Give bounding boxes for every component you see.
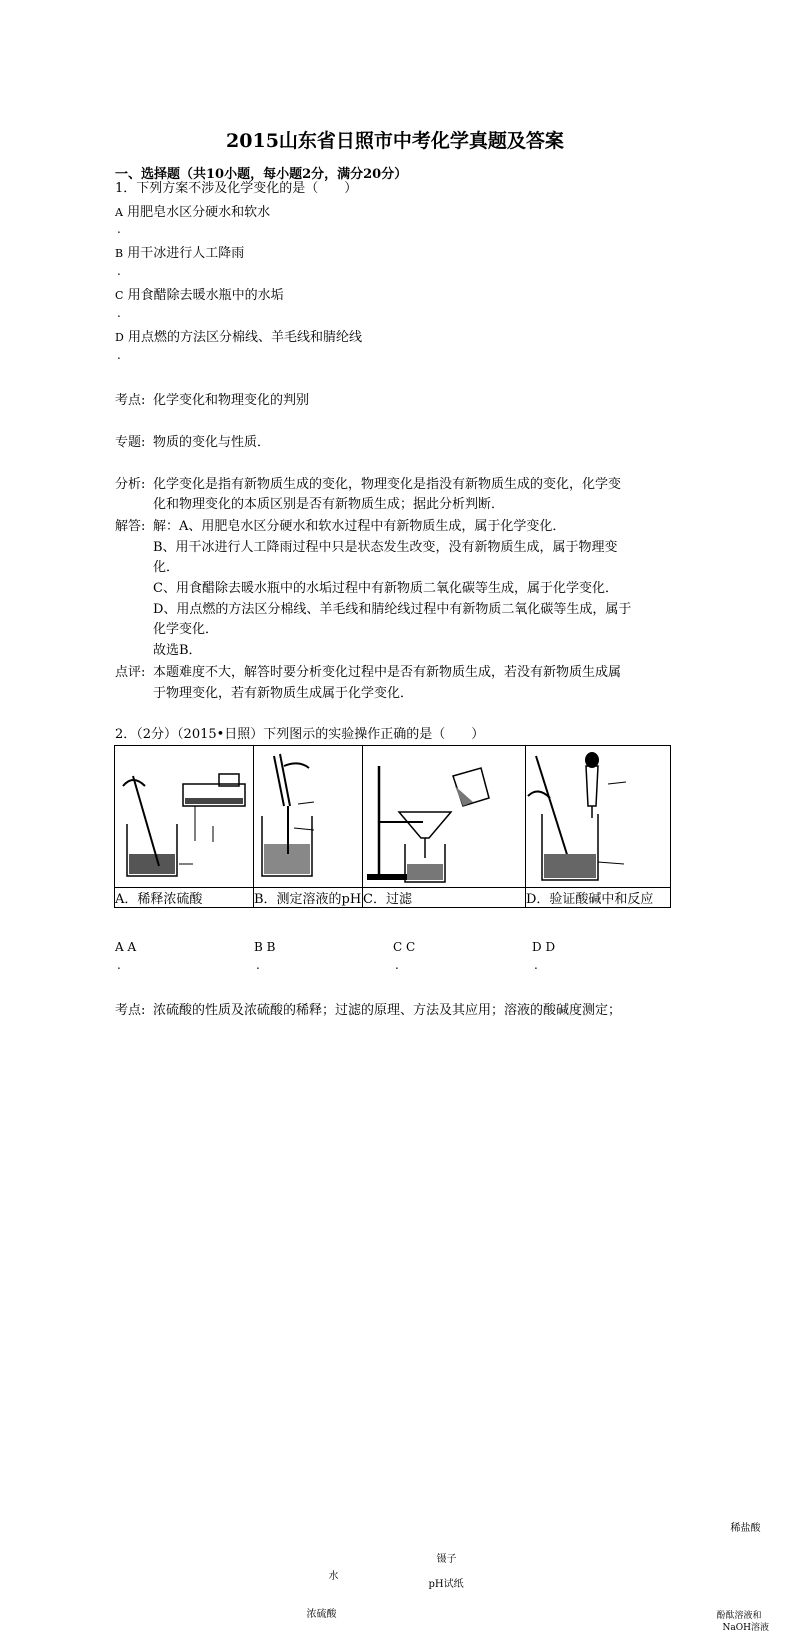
section-heading: 一、选择题（共10小题，每小题2分，满分20分）: [115, 167, 408, 182]
option-text: 用食醋除去暖水瓶中的水垢: [127, 288, 284, 303]
dot: .: [395, 958, 399, 972]
fig-d-hcl-label: 稀盐酸: [730, 1522, 761, 1534]
q2-option-c: [393, 940, 415, 954]
fig-c-caption: C．过滤: [363, 888, 526, 908]
fig-a-dilute-acid-illustration: [115, 746, 253, 887]
dot: .: [117, 222, 121, 236]
q1-zhuanti: 物质的变化与性质．: [153, 435, 271, 450]
q1-stem: 1．下列方案不涉及化学变化的是（ ）: [115, 181, 358, 196]
q1-jieda-line3: 化．: [153, 560, 180, 575]
fig-a-water-label: 水: [328, 1570, 339, 1582]
fig-b-ph-illustration: [254, 746, 362, 887]
q1-jieda-label: 解答:: [115, 519, 146, 534]
dot: .: [117, 306, 121, 320]
dot: .: [117, 958, 121, 972]
fig-c-cell: [363, 746, 526, 888]
q2-option-d: [532, 940, 555, 954]
q1-jieda-line1: 解：A、用肥皂水区分硬水和软水过程中有新物质生成，属于化学变化．: [153, 519, 566, 534]
option-letter-repeat: C: [406, 940, 416, 954]
q1-option-d: [115, 329, 362, 347]
q1-fenxi-label: 分析:: [115, 477, 146, 492]
dot: .: [256, 958, 260, 972]
q1-dianping-line2: 于物理变化，若有新物质生成属于化学变化．: [153, 686, 414, 701]
page-title: 2015山东省日照市中考化学真题及答案: [226, 130, 564, 152]
option-letter: D: [115, 331, 124, 344]
q1-zhuanti-label: 专题:: [115, 435, 146, 450]
option-letter: A: [115, 940, 124, 954]
option-letter: C: [393, 940, 403, 954]
q1-option-c: [115, 287, 284, 305]
q1-dianping-line1: 本题难度不大，解答时要分析变化过程中是否有新物质生成，若没有新物质生成属: [153, 665, 622, 680]
q1-jieda-line2: B、用干冰进行人工降雨过程中只是状态发生改变，没有新物质生成，属于物理变: [153, 540, 618, 555]
q2-kaodian: 浓硫酸的性质及浓硫酸的稀释；过滤的原理、方法及其应用；溶液的酸碱度测定；: [153, 1003, 622, 1018]
fig-c-filter-illustration: [363, 746, 525, 887]
option-letter: B: [115, 247, 124, 260]
q1-fenxi-line1: 化学变化是指有新物质生成的变化，物理变化是指没有新物质生成的变化，化学变: [153, 477, 622, 492]
option-letter-repeat: B: [266, 940, 276, 954]
fig-d-phenol-label-1: 酚酞溶液和: [716, 1610, 762, 1621]
option-letter-repeat: D: [545, 940, 556, 954]
option-letter-repeat: A: [127, 940, 137, 954]
q1-jieda-line5: D、用点燃的方法区分棉线、羊毛线和腈纶线过程中有新物质二氧化碳等生成，属于: [153, 602, 632, 617]
q1-fenxi-line2: 化和物理变化的本质区别是否有新物质生成；据此分析判断．: [153, 497, 505, 512]
q2-kaodian-label: 考点:: [115, 1003, 146, 1018]
q2-stem: 2．（2分）（2015•日照）下列图示的实验操作正确的是（ ）: [115, 727, 485, 742]
dot: .: [117, 348, 121, 362]
fig-b-ph-paper-label: pH试纸: [428, 1578, 464, 1590]
q2-option-b: [254, 940, 275, 954]
q1-kaodian-label: 考点:: [115, 393, 146, 408]
option-letter: B: [254, 940, 263, 954]
q1-kaodian: 化学变化和物理变化的判别: [153, 393, 310, 408]
q1-jieda-line6: 化学变化．: [153, 622, 219, 637]
q2-option-a: [115, 940, 136, 954]
option-text: 用点燃的方法区分棉线、羊毛线和腈纶线: [127, 330, 362, 345]
option-letter: C: [115, 289, 124, 302]
dot: .: [117, 264, 121, 278]
q1-option-b: [115, 245, 244, 263]
fig-b-caption: B．测定溶液的pH: [254, 888, 363, 908]
option-letter: D: [532, 940, 542, 954]
dot: .: [534, 958, 538, 972]
fig-a-acid-label: 浓硫酸: [306, 1608, 337, 1620]
option-letter: A: [115, 206, 123, 219]
q1-dianping-label: 点评:: [115, 665, 146, 680]
option-text: 用肥皂水区分硬水和软水: [127, 205, 271, 220]
q1-jieda-line4: C、用食醋除去暖水瓶中的水垢过程中有新物质二氧化碳等生成，属于化学变化．: [153, 581, 618, 596]
fig-a-caption: A．稀释浓硫酸: [115, 888, 254, 908]
fig-d-caption: D．验证酸碱中和反应: [526, 888, 671, 908]
option-text: 用干冰进行人工降雨: [127, 246, 245, 261]
fig-b-tweezers-label: 镊子: [436, 1553, 457, 1565]
q1-jieda-line7: 故选B．: [153, 643, 202, 658]
fig-d-phenol-label-2: NaOH溶液: [722, 1622, 769, 1633]
q1-option-a: [115, 204, 270, 222]
fig-d-neutralization-illustration: [526, 746, 670, 887]
